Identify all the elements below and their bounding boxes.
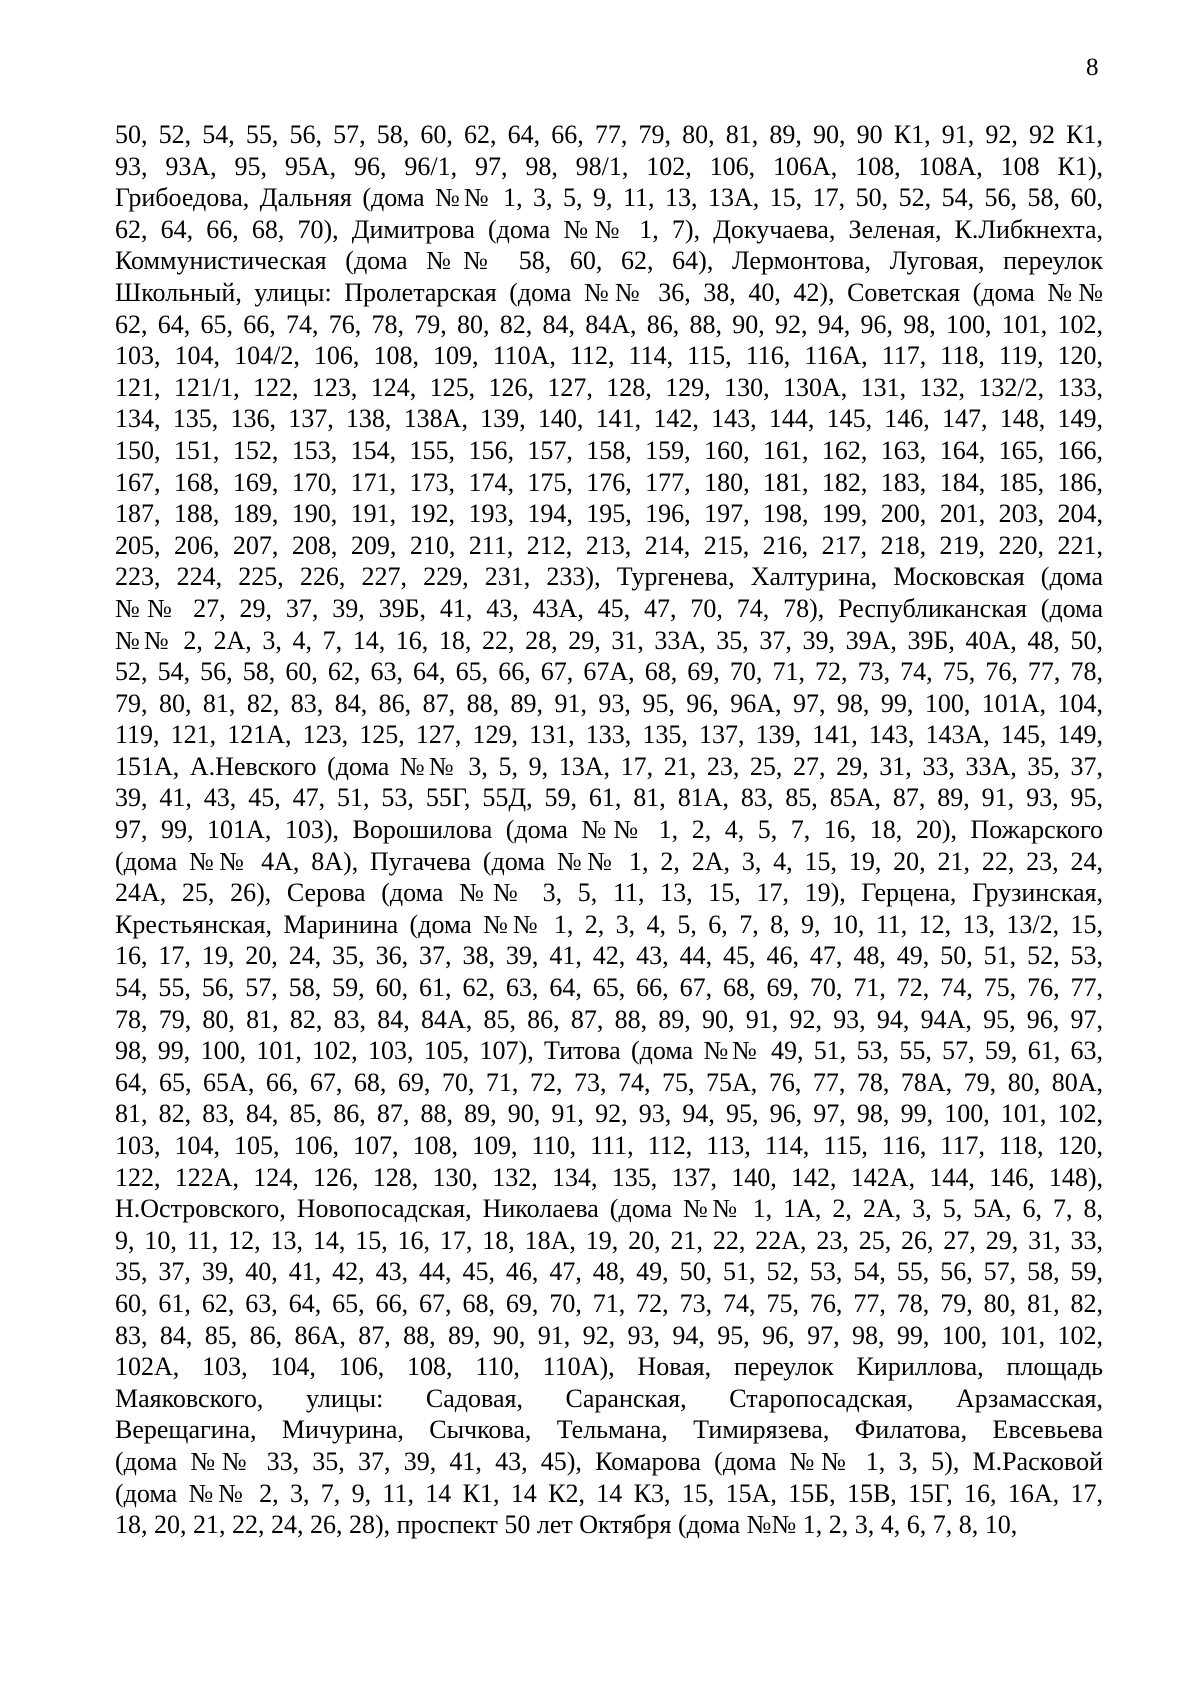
text-line: 62, 64, 66, 68, 70), Димитрова (дома №№ 1, 7), Докучаева, Зеленая, К.Либкнехта, [115,214,1103,244]
text-line: 122, 122А, 124, 126, 128, 130, 132, 134, 135, 137, 140, 142, 142А, 144, 146, 148), [115,1162,1103,1192]
text-line: Верещагина, Мичурина, Сычкова, Тельмана, Тимирязева, Филатова, Евсевьева [115,1415,1103,1445]
text-line: 62, 64, 65, 66, 74, 76, 78, 79, 80, 82, 84, 84А, 86, 88, 90, 92, 94, 96, 98, 100, 101, 102, [115,309,1103,339]
text-line: 78, 79, 80, 81, 82, 83, 84, 84А, 85, 86, 87, 88, 89, 90, 91, 92, 93, 94, 94А, 95, 96, 97, [115,1004,1103,1034]
text-line: 18, 20, 21, 22, 24, 26, 28), проспект 50 лет Октября (дома №№ 1, 2, 3, 4, 6, 7, 8, 10, [115,1510,1018,1540]
text-line: 52, 54, 56, 58, 60, 62, 63, 64, 65, 66, 67, 67А, 68, 69, 70, 71, 72, 73, 74, 75, 76, 77, 78, [115,657,1103,687]
page-number: 8 [1086,54,1099,81]
text-line: 187, 188, 189, 190, 191, 192, 193, 194, 195, 196, 197, 198, 199, 200, 201, 203, 204, [115,499,1103,529]
text-line: Грибоедова, Дальняя (дома №№ 1, 3, 5, 9, 11, 13, 13А, 15, 17, 50, 52, 54, 56, 58, 60, [115,183,1103,213]
text-line: 98, 99, 100, 101, 102, 103, 105, 107), Титова (дома №№ 49, 51, 53, 55, 57, 59, 61, 63, [115,1036,1103,1066]
text-line: 9, 10, 11, 12, 13, 14, 15, 16, 17, 18, 18А, 19, 20, 21, 22, 22А, 23, 25, 26, 27, 29, 31, 33, [115,1225,1103,1255]
text-line: 121, 121/1, 122, 123, 124, 125, 126, 127, 128, 129, 130, 130А, 131, 132, 132/2, 133, [115,372,1103,402]
text-line: 97, 99, 101А, 103), Ворошилова (дома №№ 1, 2, 4, 5, 7, 16, 18, 20), Пожарского [115,815,1103,845]
text-line: 150, 151, 152, 153, 154, 155, 156, 157, 158, 159, 160, 161, 162, 163, 164, 165, 166, [115,435,1103,465]
text-line: 134, 135, 136, 137, 138, 138А, 139, 140, 141, 142, 143, 144, 145, 146, 147, 148, 149, [115,404,1103,434]
text-line: 64, 65, 65А, 66, 67, 68, 69, 70, 71, 72, 73, 74, 75, 75А, 76, 77, 78, 78А, 79, 80, 80А, [115,1067,1103,1097]
text-line: 16, 17, 19, 20, 24, 35, 36, 37, 38, 39, 41, 42, 43, 44, 45, 46, 47, 48, 49, 50, 51, 52, 53, [115,941,1103,971]
text-line: 83, 84, 85, 86, 86А, 87, 88, 89, 90, 91, 92, 93, 94, 95, 96, 97, 98, 99, 100, 101, 102, [115,1320,1103,1350]
address-list-paragraph [115,119,1103,1541]
text-line: 167, 168, 169, 170, 171, 173, 174, 175, 176, 177, 180, 181, 182, 183, 184, 185, 186, [115,467,1103,497]
text-line: 119, 121, 121А, 123, 125, 127, 129, 131, 133, 135, 137, 139, 141, 143, 143А, 145, 149, [115,720,1103,750]
text-line: 54, 55, 56, 57, 58, 59, 60, 61, 62, 63, 64, 65, 66, 67, 68, 69, 70, 71, 72, 74, 75, 76, 77, [115,973,1103,1003]
text-line: Коммунистическая (дома №№ 58, 60, 62, 64), Лермонтова, Луговая, переулок [115,246,1103,276]
text-line: 39, 41, 43, 45, 47, 51, 53, 55Г, 55Д, 59, 61, 81, 81А, 83, 85, 85А, 87, 89, 91, 93, 95, [115,783,1103,813]
text-line: Н.Островского, Новопосадская, Николаева (дома №№ 1, 1А, 2, 2А, 3, 5, 5А, 6, 7, 8, [115,1194,1103,1224]
text-line: 24А, 25, 26), Серова (дома №№ 3, 5, 11, 13, 15, 17, 19), Герцена, Грузинская, [115,878,1103,908]
text-line: 93, 93А, 95, 95А, 96, 96/1, 97, 98, 98/1, 102, 106, 106А, 108, 108А, 108 К1), [115,151,1103,181]
text-line: (дома №№ 4А, 8А), Пугачева (дома №№ 1, 2, 2А, 3, 4, 15, 19, 20, 21, 22, 23, 24, [115,846,1103,876]
text-line: №№ 2, 2А, 3, 4, 7, 14, 16, 18, 22, 28, 29, 31, 33А, 35, 37, 39, 39А, 39Б, 40А, 48, 50, [115,625,1103,655]
text-line: 79, 80, 81, 82, 83, 84, 86, 87, 88, 89, 91, 93, 95, 96, 96А, 97, 98, 99, 100, 101А, 104, [115,688,1103,718]
text-line: 151А, А.Невского (дома №№ 3, 5, 9, 13А, 17, 21, 23, 25, 27, 29, 31, 33, 33А, 35, 37, [115,751,1103,781]
text-line: 103, 104, 105, 106, 107, 108, 109, 110, 111, 112, 113, 114, 115, 116, 117, 118, 120, [115,1131,1103,1160]
text-line: 103, 104, 104/2, 106, 108, 109, 110А, 112, 114, 115, 116, 116А, 117, 118, 119, 120, [115,341,1103,371]
text-line: 60, 61, 62, 63, 64, 65, 66, 67, 68, 69, 70, 71, 72, 73, 74, 75, 76, 77, 78, 79, 80, 81, 82, [115,1288,1103,1318]
text-line: (дома №№ 33, 35, 37, 39, 41, 43, 45), Комарова (дома №№ 1, 3, 5), М.Расковой [115,1446,1103,1476]
text-line: Маяковского, улицы: Садовая, Саранская, Старопосадская, Арзамасская, [115,1383,1103,1413]
text-line: (дома №№ 2, 3, 7, 9, 11, 14 К1, 14 К2, 14 К3, 15, 15А, 15Б, 15В, 15Г, 16, 16А, 17, [115,1478,1103,1508]
text-line: №№ 27, 29, 37, 39, 39Б, 41, 43, 43А, 45, 47, 70, 74, 78), Республиканская (дома [115,593,1103,623]
text-line: 223, 224, 225, 226, 227, 229, 231, 233), Тургенева, Халтурина, Московская (дома [115,562,1103,592]
text-line: 102А, 103, 104, 106, 108, 110, 110А), Новая, переулок Кириллова, площадь [115,1352,1103,1382]
text-line: Школьный, улицы: Пролетарская (дома №№ 36, 38, 40, 42), Советская (дома №№ [115,277,1103,307]
text-line: Крестьянская, Маринина (дома №№ 1, 2, 3, 4, 5, 6, 7, 8, 9, 10, 11, 12, 13, 13/2, 15, [115,909,1103,939]
text-line: 35, 37, 39, 40, 41, 42, 43, 44, 45, 46, 47, 48, 49, 50, 51, 52, 53, 54, 55, 56, 57, 58, 59, [115,1257,1103,1287]
text-line: 50, 52, 54, 55, 56, 57, 58, 60, 62, 64, 66, 77, 79, 80, 81, 89, 90, 90 К1, 91, 92, 92 К1, [115,120,1103,149]
text-line: 205, 206, 207, 208, 209, 210, 211, 212, 213, 214, 215, 216, 217, 218, 219, 220, 221, [115,530,1103,560]
text-line: 81, 82, 83, 84, 85, 86, 87, 88, 89, 90, 91, 92, 93, 94, 95, 96, 97, 98, 99, 100, 101, 102, [115,1099,1103,1129]
